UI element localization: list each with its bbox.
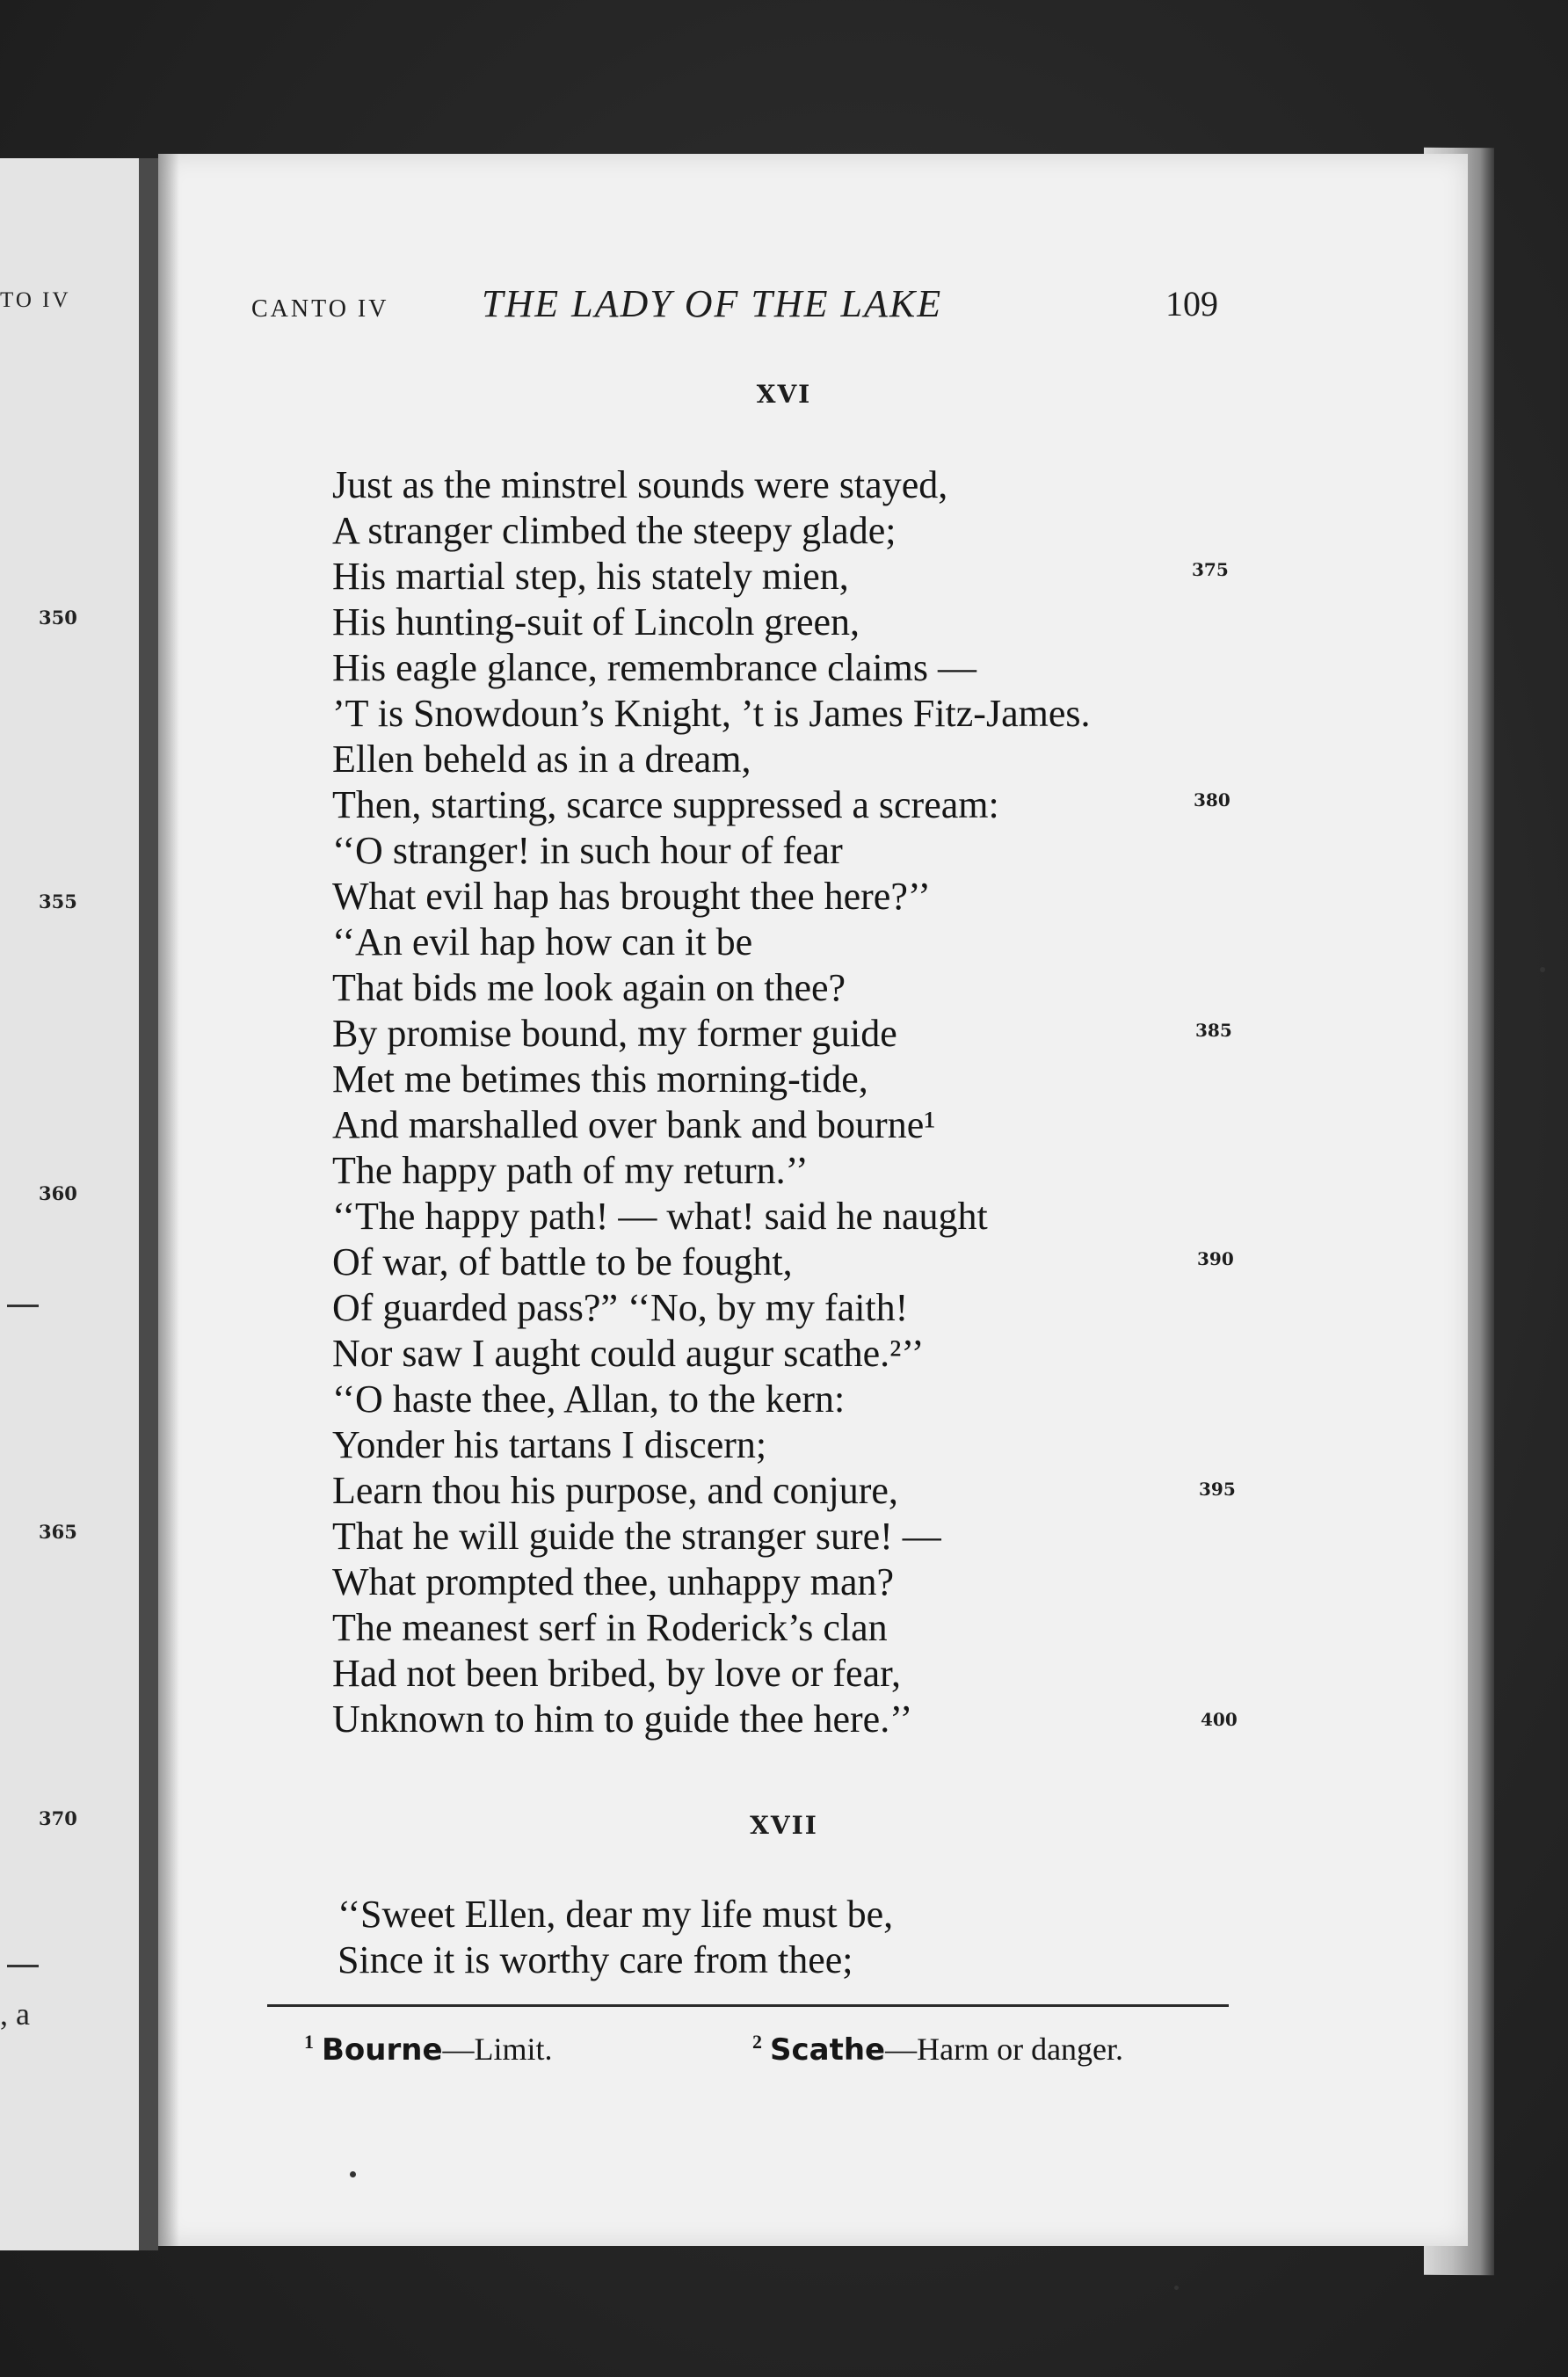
- dust-speck: [350, 2171, 356, 2177]
- verse-line: Had not been bribed, by love or fear,: [332, 1652, 902, 1695]
- line-number: 380: [1194, 789, 1230, 811]
- footnote-definition: —Limit.: [442, 2032, 553, 2067]
- facing-page-header: TO IV: [0, 288, 71, 312]
- section-heading: XVII: [750, 1811, 818, 1840]
- footnote-term: Bourne: [322, 2032, 443, 2068]
- verse-line: ’T is Snowdoun’s Knight, ’t is James Fitz-James.: [332, 692, 1091, 735]
- footnote-mark: 1: [304, 2031, 314, 2053]
- line-number: 395: [1199, 1479, 1236, 1500]
- footnote: [304, 2031, 553, 2068]
- verse-line: His hunting-suit of Lincoln green,: [332, 600, 860, 643]
- canto-label: CANTO IV: [251, 295, 389, 323]
- footnote-mark: 2: [752, 2031, 762, 2053]
- verse-line: Nor saw I aught could augur scathe.²’’: [332, 1332, 925, 1375]
- verse-line: His eagle glance, remembrance claims —: [332, 646, 977, 689]
- verse-line: Yonder his tartans I discern;: [332, 1423, 767, 1466]
- dust-speck: [1540, 967, 1545, 972]
- verse-line: That he will guide the stranger sure! —: [332, 1515, 941, 1558]
- book-gutter: [139, 158, 158, 2250]
- footnote: [752, 2031, 1123, 2068]
- facing-page: [0, 158, 149, 2250]
- verse-line: ‘‘The happy path! — what! said he naught: [332, 1195, 988, 1238]
- verse-line: What prompted thee, unhappy man?: [332, 1560, 895, 1603]
- section-heading: XVI: [756, 380, 812, 409]
- verse-line: The meanest serf in Roderick’s clan: [332, 1606, 888, 1649]
- facing-line-number: 360: [39, 1182, 77, 1204]
- verse-line: That bids me look again on thee?: [332, 966, 846, 1009]
- footnote-definition: —Harm or danger.: [885, 2032, 1124, 2067]
- running-head: [0, 280, 1568, 332]
- facing-page-dash: [7, 1305, 39, 1307]
- gutter-shadow: [158, 154, 179, 2246]
- verse-line: By promise bound, my former guide: [332, 1012, 897, 1055]
- line-number: 385: [1195, 1020, 1232, 1041]
- verse-line: Ellen beheld as in a dream,: [332, 738, 751, 781]
- facing-line-number: 370: [39, 1807, 77, 1829]
- verse-line: And marshalled over bank and bourne¹: [332, 1103, 936, 1146]
- verse-line: ‘‘Sweet Ellen, dear my life must be,: [338, 1893, 894, 1936]
- footnote-term: Scathe: [770, 2032, 886, 2068]
- line-number: 375: [1192, 559, 1229, 580]
- verse-line: Unknown to him to guide thee here.’’: [332, 1697, 913, 1741]
- facing-line-number: 350: [39, 607, 77, 629]
- line-number: 400: [1201, 1709, 1238, 1730]
- facing-line-number: 365: [39, 1521, 77, 1543]
- book-title: THE LADY OF THE LAKE: [482, 282, 943, 325]
- verse-line: Just as the minstrel sounds were stayed,: [332, 463, 948, 506]
- verse-line: Since it is worthy care from thee;: [338, 1938, 853, 1981]
- facing-page-dash: [7, 1965, 39, 1967]
- verse-line: His martial step, his stately mien,: [332, 555, 849, 598]
- dust-speck: [1174, 2286, 1179, 2290]
- facing-page-text-fragment: , a: [0, 1996, 30, 2032]
- verse-line: The happy path of my return.’’: [332, 1149, 809, 1192]
- verse-line: A stranger climbed the steepy glade;: [332, 509, 897, 552]
- verse-line: Of war, of battle to be fought,: [332, 1240, 793, 1283]
- verse-line: Met me betimes this morning-tide,: [332, 1058, 868, 1101]
- verse-line: ‘‘O stranger! in such hour of fear: [332, 829, 843, 872]
- facing-line-number: 355: [39, 890, 77, 912]
- line-number: 390: [1197, 1248, 1234, 1269]
- page-number: 109: [1165, 284, 1218, 323]
- verse-line: ‘‘An evil hap how can it be: [332, 920, 753, 963]
- footnote-rule: [267, 2004, 1229, 2007]
- verse-line: Of guarded pass?” ‘‘No, by my faith!: [332, 1286, 909, 1329]
- verse-line: What evil hap has brought thee here?’’: [332, 875, 931, 918]
- verse-line: Learn thou his purpose, and conjure,: [332, 1469, 898, 1512]
- verse-line: ‘‘O haste thee, Allan, to the kern:: [332, 1377, 846, 1421]
- verse-line: Then, starting, scarce suppressed a scream:: [332, 783, 999, 826]
